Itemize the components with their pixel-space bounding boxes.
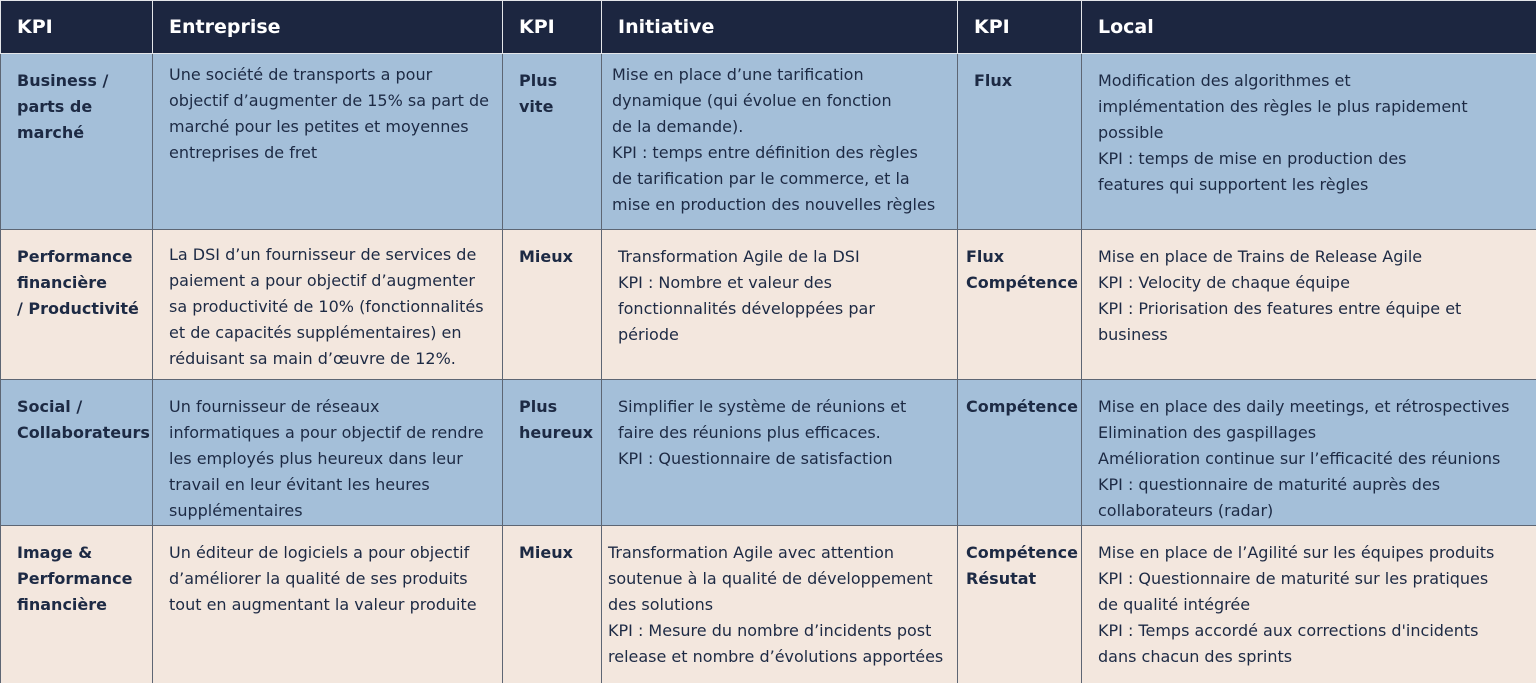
header-local: Local [1082, 1, 1536, 54]
cell-kpi2 [503, 380, 602, 526]
local-text: Modification des algorithmes et implémentation des règles le plus rapidement possible KPI : temps de mise en production des features qui supportent les règles [1098, 71, 1468, 194]
cell-kpi2 [503, 526, 602, 683]
cell-kpi3 [958, 54, 1082, 230]
kpi-text: Business / parts de marché [17, 71, 109, 142]
header-kpi-local: KPI [958, 1, 1082, 54]
table-row [1, 54, 1536, 230]
kpi3-text: Flux [974, 71, 1013, 90]
cell-kpi2 [503, 230, 602, 380]
cell-kpi [1, 54, 153, 230]
kpi-text: Social / Collaborateurs [17, 397, 150, 442]
table-row [1, 230, 1536, 380]
kpi3-text: Compétence [966, 397, 1078, 416]
cell-entreprise [153, 526, 503, 683]
cell-kpi2 [503, 54, 602, 230]
local-text: Mise en place de Trains de Release Agile KPI : Velocity de chaque équipe KPI : Priorisation des features entre équipe et business [1098, 247, 1462, 344]
cell-kpi3 [958, 526, 1082, 683]
header-kpi-initiative: KPI [503, 1, 602, 54]
cell-initiative [602, 230, 958, 380]
initiative-text: Transformation Agile de la DSI KPI : Nombre et valeur des fonctionnalités développées par période [618, 247, 875, 344]
kpi3-text: Flux Compétence [966, 247, 1078, 292]
kpi-text: Image & Performance financière [17, 543, 133, 614]
cell-kpi3 [958, 230, 1082, 380]
table-row [1, 526, 1536, 683]
local-text: Mise en place de l’Agilité sur les équipes produits KPI : Questionnaire de maturité sur les pratiques de qualité intégrée KPI : Temps accordé aux corrections d'incidents dans chacun des sprints [1098, 543, 1495, 666]
local-text: Mise en place des daily meetings, et rétrospectives Elimination des gaspillages Amélioration continue sur l’efficacité des réunions KPI : questionnaire de maturité auprès des collaborateurs (radar) [1098, 397, 1510, 520]
table-header-row [1, 1, 1536, 54]
cell-kpi [1, 230, 153, 380]
kpi-text: Performance financière / Productivité [17, 247, 139, 318]
cell-entreprise [153, 54, 503, 230]
kpi2-text: Mieux [519, 247, 573, 266]
kpi2-text: Plus vite [519, 71, 558, 116]
cell-local [1082, 230, 1536, 380]
header-kpi-enterprise: KPI [1, 1, 153, 54]
table-row [1, 380, 1536, 526]
cell-local [1082, 380, 1536, 526]
entreprise-text: Un éditeur de logiciels a pour objectif d’améliorer la qualité de ses produits tout en augmentant la valeur produite [169, 543, 477, 614]
entreprise-text: Une société de transports a pour objectif d’augmenter de 15% sa part de marché pour les petites et moyennes entreprises de fret [169, 65, 490, 162]
cell-kpi [1, 380, 153, 526]
kpi2-text: Mieux [519, 543, 573, 562]
cell-local [1082, 526, 1536, 683]
cell-initiative [602, 526, 958, 683]
cell-entreprise [153, 230, 503, 380]
cell-initiative [602, 380, 958, 526]
initiative-text: Transformation Agile avec attention soutenue à la qualité de développement des solutions KPI : Mesure du nombre d’incidents post release et nombre d’évolutions apportées [608, 543, 944, 666]
kpi3-text: Compétence Résutat [966, 543, 1078, 588]
entreprise-text: La DSI d’un fournisseur de services de paiement a pour objectif d’augmenter sa productivité de 10% (fonctionnalités et de capacités supplémentaires) en réduisant sa main d’œuvre de 12%. [169, 245, 484, 368]
cell-entreprise [153, 380, 503, 526]
header-initiative: Initiative [602, 1, 958, 54]
cell-local [1082, 54, 1536, 230]
cell-kpi [1, 526, 153, 683]
cell-initiative [602, 54, 958, 230]
initiative-text: Mise en place d’une tarification dynamique (qui évolue en fonction de la demande). KPI : temps entre définition des règles de tarification par le commerce, et la mise en production des nouvelles règles [612, 65, 936, 214]
entreprise-text: Un fournisseur de réseaux informatiques a pour objectif de rendre les employés plus heureux dans leur travail en leur évitant les heures supplémentaires [169, 397, 484, 520]
kpi2-text: Plus heureux [519, 397, 594, 442]
initiative-text: Simplifier le système de réunions et faire des réunions plus efficaces. KPI : Questionnaire de satisfaction [618, 397, 907, 468]
cell-kpi3 [958, 380, 1082, 526]
header-entreprise: Entreprise [153, 1, 503, 54]
